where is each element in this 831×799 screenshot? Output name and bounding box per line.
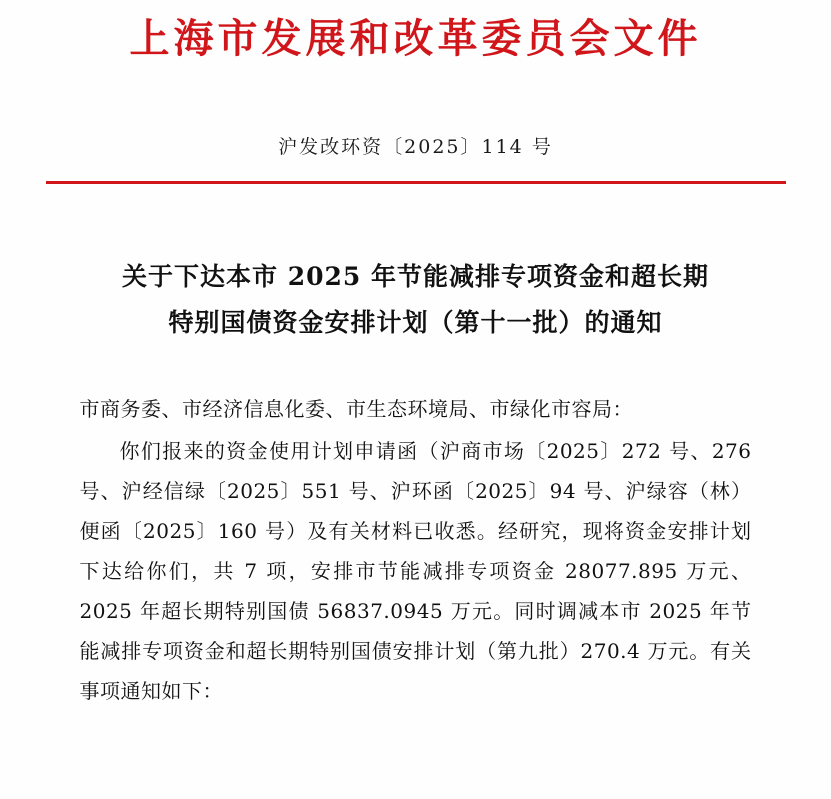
document-number-row: [0, 132, 831, 159]
page-title-line-2: 特别国债资金安排计划（第十一批）的通知: [168, 308, 663, 338]
red-divider-rule: [46, 181, 786, 184]
page-title-line-1: 关于下达本市 2025 年节能减排专项资金和超长期: [122, 262, 709, 291]
document-number: 沪发改环资〔2025〕114 号: [278, 136, 553, 158]
page-title: [76, 254, 756, 347]
masthead: [0, 0, 831, 64]
addressee-line: 市商务委、市经济信息化委、市生态环境局、市绿化市容局：: [79, 396, 633, 421]
document-body: [80, 389, 752, 711]
body-paragraph: 你们报来的资金使用计划申请函（沪商市场〔2025〕272 号、276 号、沪经信绿〔2025〕551 号、沪环函〔2025〕94 号、沪绿容（林）便函〔2025〕160 号）及有关材料已收悉。经研究，现将资金安排计划下达给你们，共 7 项，安排市节能减排专项资金 28077.895 万元、2025 年超长期特别国债 56837.0945 万元。同时调减本市 2025 年节能减排专项资金和超长期特别国债安排计划（第九批）270.4 万元。有关事项通知如下：: [79, 438, 752, 703]
issuing-agency-title: 上海市发展和改革委员会文件: [129, 15, 702, 62]
